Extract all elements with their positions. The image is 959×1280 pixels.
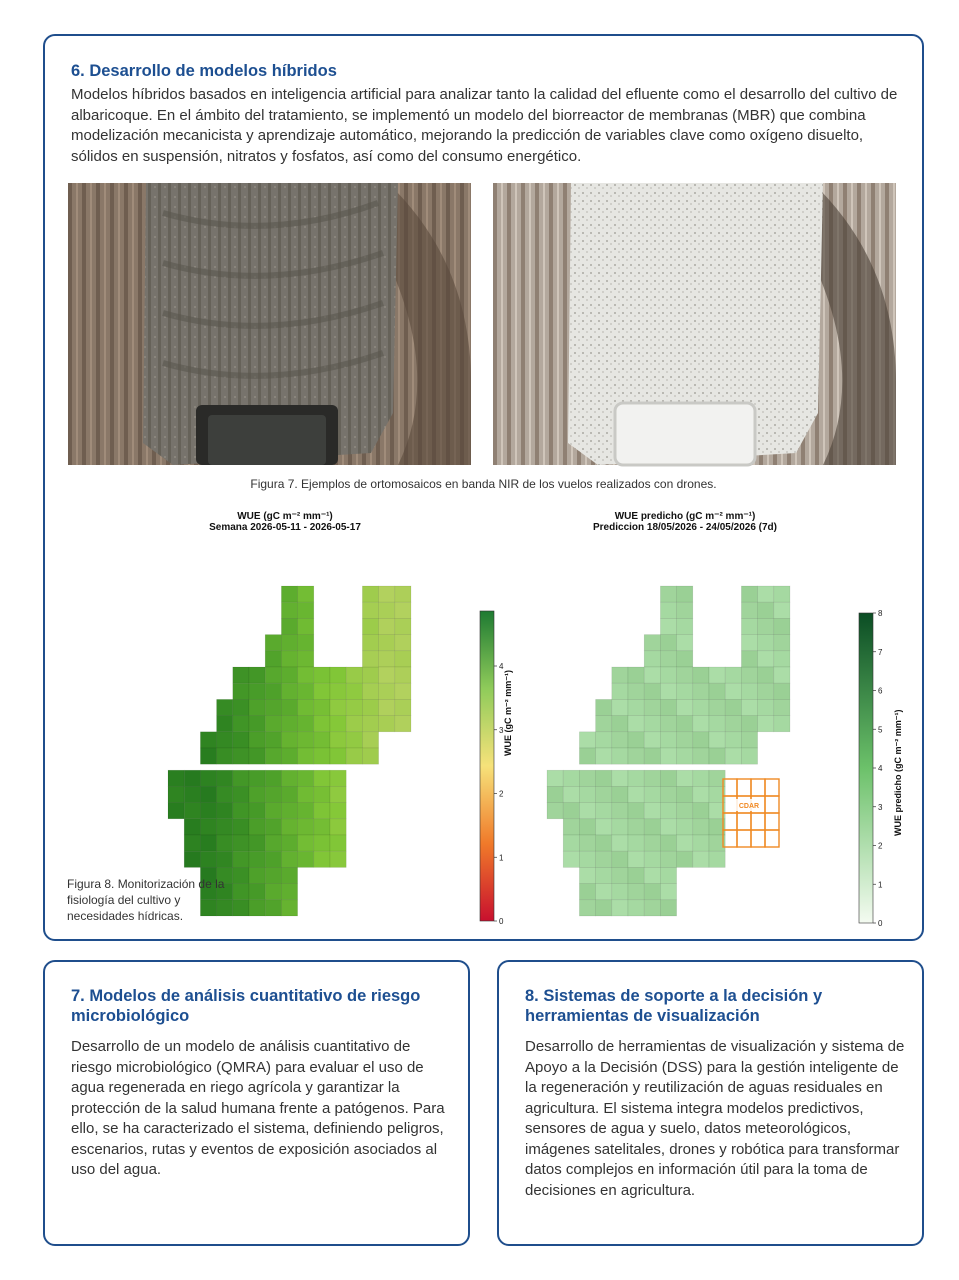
- section-6-title: 6. Desarrollo de modelos híbridos: [71, 62, 337, 80]
- wue-predicted-map-title-line2: Prediccion 18/05/2026 - 24/05/2026 (7d): [593, 522, 777, 533]
- wue-predicted-map-grid: [547, 586, 790, 916]
- section-7-body: Desarrollo de un modelo de análisis cuantitativo de riesgo microbiológico (QMRA) para evaluar el uso de agua regenerada en riego agrícola y garantizar la protección de la salud humana frente a patógenos. Para ello, se ha caracterizado el sistema, definiendo peligros, escenarios, rutas y eventos de exposición asociados al uso del agua.: [71, 1038, 445, 1178]
- colorbar-tick-label: 6: [878, 686, 883, 696]
- wue-colorbar-label: WUE (gC m⁻² mm⁻¹): [503, 670, 513, 756]
- wue-predicted-colorbar-ticks: [873, 609, 883, 928]
- wue-map-title-line1: WUE (gC m⁻² mm⁻¹): [237, 511, 333, 522]
- colorbar-tick-label: 1: [499, 853, 504, 863]
- wue-predicted-colorbar-label: WUE predicho (gC m⁻² mm⁻¹): [893, 709, 903, 836]
- colorbar-tick-label: 4: [499, 662, 504, 671]
- colorbar-tick-label: 5: [878, 725, 883, 735]
- colorbar-tick-label: 8: [878, 609, 883, 618]
- section-8-title: 8. Sistemas de soporte a la decisión y herramientas de visualización: [525, 987, 823, 1025]
- orthomosaic-left-image: [68, 183, 471, 465]
- colorbar-tick-label: 2: [499, 789, 504, 799]
- figure-7-caption: Figura 7. Ejemplos de ortomosaicos en banda NIR de los vuelos realizados con drones.: [250, 477, 717, 491]
- section-6-body: Modelos híbridos basados en inteligencia artificial para analizar tanto la calidad del efluente como el desarrollo del cultivo de albaricoque. En el ámbito del tratamiento, se implementó un modelo del biorreactor de membranas (MBR) que combina modelización mecanicista y aprendizaje automático, mejorando la predicción de variables clave como oxígeno disuelto, sólidos en suspensión, nitratos y fosfatos, así como del consumo energético.: [71, 86, 898, 165]
- wue-predicted-map-title-line1: WUE predicho (gC m⁻² mm⁻¹): [614, 511, 756, 522]
- cdar-label: CDAR: [738, 803, 760, 810]
- section-8-box: [497, 960, 924, 1246]
- colorbar-tick-label: 1: [878, 880, 883, 890]
- colorbar-tick-label: 2: [878, 841, 883, 851]
- cdar-zone: [723, 779, 779, 847]
- figure-8-caption: Figura 8. Monitorización de la fisiología del cultivo y necesidades hídricas.: [67, 877, 225, 923]
- colorbar-tick-label: 3: [878, 802, 883, 812]
- orthomosaic-right-image: [493, 183, 896, 465]
- section-6-box: [43, 34, 924, 941]
- section-7-title: 7. Modelos de análisis cuantitativo de riesgo microbiológico: [71, 987, 421, 1025]
- section-7-box: [43, 960, 470, 1246]
- wue-colorbar: [480, 611, 494, 921]
- wue-predicted-colorbar: [859, 613, 873, 923]
- colorbar-tick-label: 0: [499, 917, 504, 926]
- section-8-body: Desarrollo de herramientas de visualización y sistema de Apoyo a la Decisión (DSS) para la gestión inteligente de la regeneración y reutilización de aguas residuales en agricultura. El sistema integra modelos predictivos, sensores de agua y suelo, datos meteorológicos, imágenes satelitales, drones y robótica para transformar datos complejos en información útil para la toma de decisiones en agricultura.: [525, 1038, 905, 1199]
- colorbar-tick-label: 4: [878, 764, 883, 773]
- colorbar-tick-label: 3: [499, 725, 504, 735]
- wue-predicted-map: [495, 506, 915, 928]
- wue-map-grid: [168, 586, 411, 916]
- wue-map-title-line2: Semana 2026-05-11 - 2026-05-17: [209, 522, 361, 533]
- colorbar-tick-label: 0: [878, 919, 883, 928]
- colorbar-tick-label: 7: [878, 647, 883, 657]
